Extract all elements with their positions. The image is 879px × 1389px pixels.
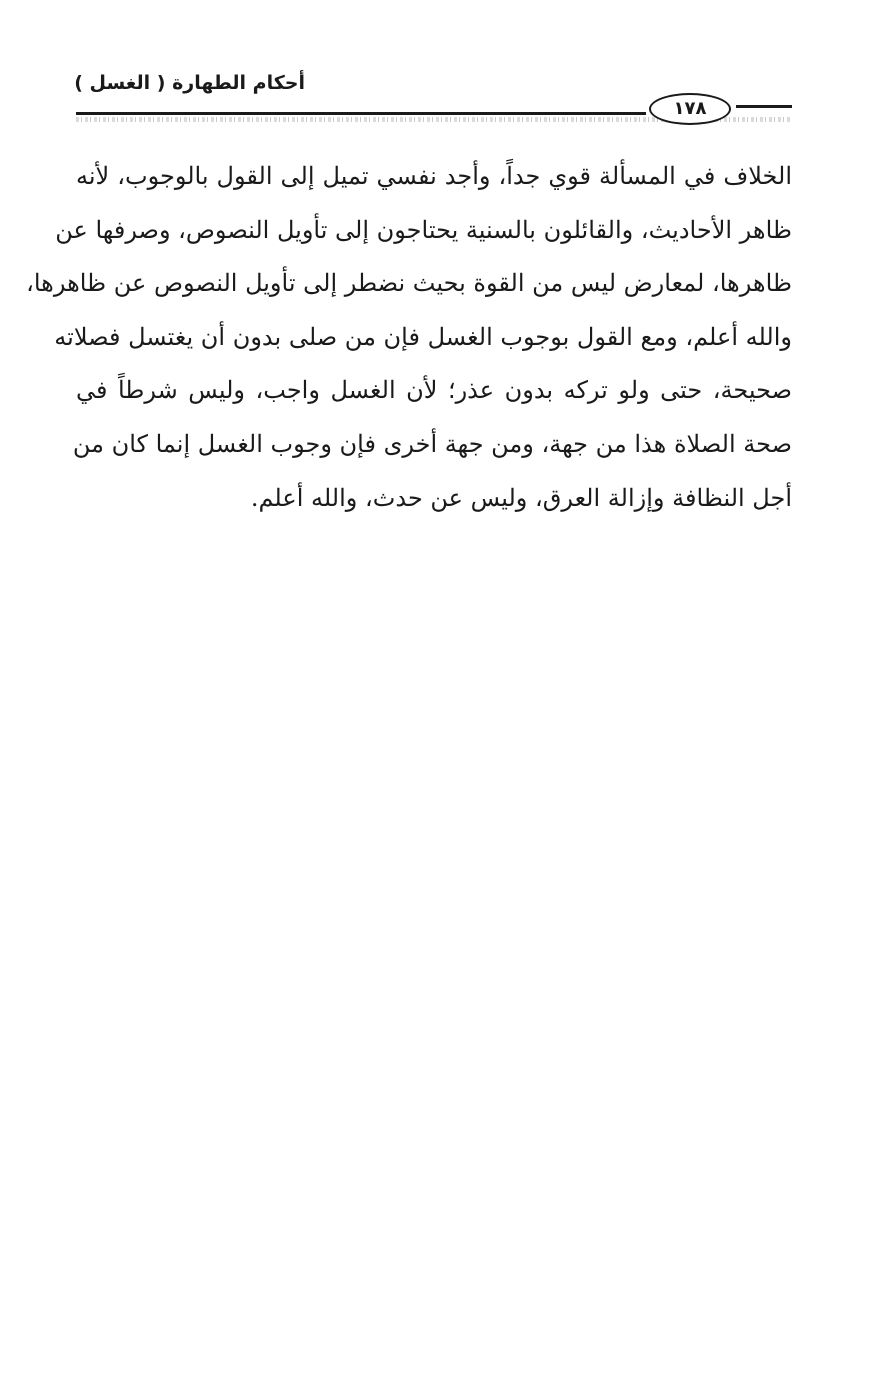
paragraph-line: صحيحة، حتى ولو تركه بدون عذر؛ لأن الغسل واجب، وليس شرطاً في [76,376,792,405]
page-number: ١٧٨ [673,98,707,119]
body-paragraph [26,150,792,525]
paragraph-line: الخلاف في المسألة قوي جداً، وأجد نفسي تميل إلى القول بالوجوب، لأنه [76,162,792,190]
paragraph-line: ظاهرها، لمعارض ليس من القوة بحيث نضطر إلى تأويل النصوص عن ظاهرها، [26,269,792,298]
paragraph-line: صحة الصلاة هذا من جهة، ومن جهة أخرى فإن وجوب الغسل إنما كان من [72,429,792,458]
header-rule [76,112,646,115]
paragraph-line: أجل النظافة وإزالة العرق، وليس عن حدث، والله أعلم. [250,483,792,512]
paragraph-line: والله أعلم، ومع القول بوجوب الغسل فإن من صلى بدون أن يغتسل فصلاته [54,322,792,351]
paragraph-line: ظاهر الأحاديث، والقائلون بالسنية يحتاجون إلى تأويل النصوص، وصرفها عن [55,215,792,244]
running-title: أحكام الطهارة ( الغسل ) [74,72,305,94]
header-rule-right [736,105,792,108]
page-number-badge [649,93,731,125]
